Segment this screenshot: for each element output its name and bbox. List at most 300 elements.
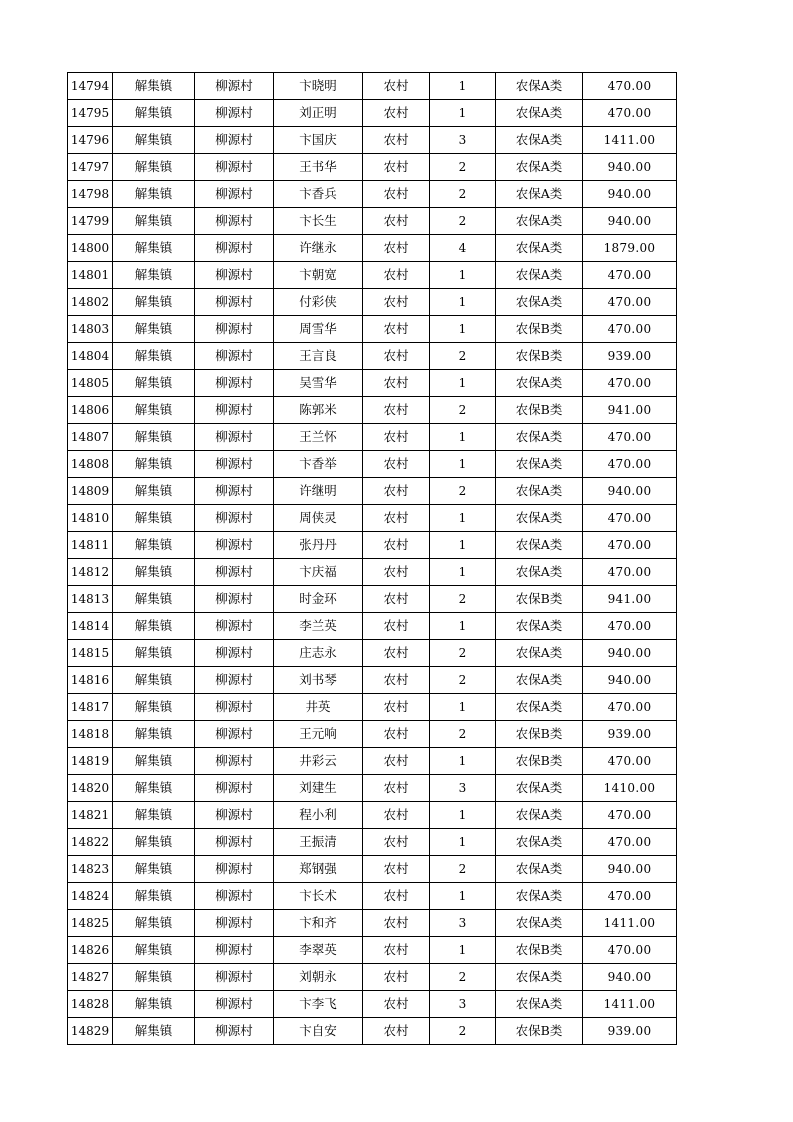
village-cell: 柳源村 — [195, 748, 274, 775]
count-cell: 1 — [430, 883, 496, 910]
row-id-cell: 14824 — [68, 883, 113, 910]
town-cell: 解集镇 — [113, 667, 195, 694]
name-cell: 李兰英 — [274, 613, 363, 640]
table-row — [68, 451, 677, 478]
amount-cell: 940.00 — [583, 667, 677, 694]
town-cell: 解集镇 — [113, 532, 195, 559]
table-row — [68, 802, 677, 829]
insurance-type-cell: 农保A类 — [496, 694, 583, 721]
name-cell: 李翠英 — [274, 937, 363, 964]
name-cell: 卞国庆 — [274, 127, 363, 154]
town-cell: 解集镇 — [113, 289, 195, 316]
area-type-cell: 农村 — [363, 451, 430, 478]
name-cell: 卞朝宽 — [274, 262, 363, 289]
insurance-type-cell: 农保A类 — [496, 883, 583, 910]
town-cell: 解集镇 — [113, 424, 195, 451]
count-cell: 1 — [430, 748, 496, 775]
row-id-cell: 14810 — [68, 505, 113, 532]
insurance-type-cell: 农保A类 — [496, 532, 583, 559]
name-cell: 卞长术 — [274, 883, 363, 910]
area-type-cell: 农村 — [363, 856, 430, 883]
area-type-cell: 农村 — [363, 613, 430, 640]
town-cell: 解集镇 — [113, 343, 195, 370]
table-row — [68, 370, 677, 397]
town-cell: 解集镇 — [113, 856, 195, 883]
area-type-cell: 农村 — [363, 1018, 430, 1045]
row-id-cell: 14796 — [68, 127, 113, 154]
town-cell: 解集镇 — [113, 559, 195, 586]
area-type-cell: 农村 — [363, 667, 430, 694]
town-cell: 解集镇 — [113, 181, 195, 208]
amount-cell: 940.00 — [583, 964, 677, 991]
name-cell: 王元响 — [274, 721, 363, 748]
town-cell: 解集镇 — [113, 802, 195, 829]
insurance-type-cell: 农保A类 — [496, 613, 583, 640]
count-cell: 1 — [430, 424, 496, 451]
row-id-cell: 14795 — [68, 100, 113, 127]
amount-cell: 940.00 — [583, 640, 677, 667]
town-cell: 解集镇 — [113, 100, 195, 127]
row-id-cell: 14808 — [68, 451, 113, 478]
village-cell: 柳源村 — [195, 937, 274, 964]
name-cell: 刘朝永 — [274, 964, 363, 991]
amount-cell: 941.00 — [583, 397, 677, 424]
row-id-cell: 14805 — [68, 370, 113, 397]
amount-cell: 940.00 — [583, 856, 677, 883]
amount-cell: 1411.00 — [583, 991, 677, 1018]
insurance-type-cell: 农保A类 — [496, 289, 583, 316]
area-type-cell: 农村 — [363, 910, 430, 937]
insurance-type-cell: 农保A类 — [496, 640, 583, 667]
amount-cell: 1411.00 — [583, 127, 677, 154]
count-cell: 1 — [430, 370, 496, 397]
area-type-cell: 农村 — [363, 208, 430, 235]
name-cell: 井英 — [274, 694, 363, 721]
name-cell: 王兰怀 — [274, 424, 363, 451]
village-cell: 柳源村 — [195, 802, 274, 829]
village-cell: 柳源村 — [195, 73, 274, 100]
area-type-cell: 农村 — [363, 154, 430, 181]
name-cell: 时金环 — [274, 586, 363, 613]
name-cell: 付彩侠 — [274, 289, 363, 316]
row-id-cell: 14816 — [68, 667, 113, 694]
count-cell: 2 — [430, 208, 496, 235]
area-type-cell: 农村 — [363, 748, 430, 775]
area-type-cell: 农村 — [363, 829, 430, 856]
area-type-cell: 农村 — [363, 694, 430, 721]
row-id-cell: 14817 — [68, 694, 113, 721]
row-id-cell: 14794 — [68, 73, 113, 100]
village-cell: 柳源村 — [195, 694, 274, 721]
insurance-type-cell: 农保B类 — [496, 316, 583, 343]
row-id-cell: 14814 — [68, 613, 113, 640]
row-id-cell: 14822 — [68, 829, 113, 856]
town-cell: 解集镇 — [113, 370, 195, 397]
insurance-type-cell: 农保A类 — [496, 829, 583, 856]
count-cell: 2 — [430, 640, 496, 667]
village-cell: 柳源村 — [195, 100, 274, 127]
table-row — [68, 100, 677, 127]
area-type-cell: 农村 — [363, 424, 430, 451]
insurance-type-cell: 农保A类 — [496, 910, 583, 937]
amount-cell: 470.00 — [583, 505, 677, 532]
area-type-cell: 农村 — [363, 964, 430, 991]
row-id-cell: 14826 — [68, 937, 113, 964]
village-cell: 柳源村 — [195, 424, 274, 451]
name-cell: 卞庆福 — [274, 559, 363, 586]
area-type-cell: 农村 — [363, 235, 430, 262]
count-cell: 1 — [430, 613, 496, 640]
amount-cell: 939.00 — [583, 721, 677, 748]
name-cell: 王振清 — [274, 829, 363, 856]
table-row — [68, 586, 677, 613]
town-cell: 解集镇 — [113, 505, 195, 532]
table-row — [68, 289, 677, 316]
row-id-cell: 14804 — [68, 343, 113, 370]
count-cell: 1 — [430, 802, 496, 829]
insurance-type-cell: 农保A类 — [496, 478, 583, 505]
insurance-type-cell: 农保A类 — [496, 424, 583, 451]
row-id-cell: 14799 — [68, 208, 113, 235]
village-cell: 柳源村 — [195, 343, 274, 370]
town-cell: 解集镇 — [113, 937, 195, 964]
row-id-cell: 14812 — [68, 559, 113, 586]
count-cell: 3 — [430, 127, 496, 154]
count-cell: 2 — [430, 721, 496, 748]
village-cell: 柳源村 — [195, 154, 274, 181]
insurance-type-cell: 农保A类 — [496, 154, 583, 181]
table-row — [68, 262, 677, 289]
village-cell: 柳源村 — [195, 883, 274, 910]
amount-cell: 470.00 — [583, 370, 677, 397]
amount-cell: 940.00 — [583, 208, 677, 235]
town-cell: 解集镇 — [113, 127, 195, 154]
table-row — [68, 667, 677, 694]
village-cell: 柳源村 — [195, 856, 274, 883]
village-cell: 柳源村 — [195, 964, 274, 991]
town-cell: 解集镇 — [113, 397, 195, 424]
table-row — [68, 910, 677, 937]
amount-cell: 940.00 — [583, 154, 677, 181]
town-cell: 解集镇 — [113, 208, 195, 235]
row-id-cell: 14829 — [68, 1018, 113, 1045]
row-id-cell: 14809 — [68, 478, 113, 505]
village-cell: 柳源村 — [195, 505, 274, 532]
village-cell: 柳源村 — [195, 586, 274, 613]
row-id-cell: 14802 — [68, 289, 113, 316]
area-type-cell: 农村 — [363, 586, 430, 613]
table-row — [68, 991, 677, 1018]
name-cell: 刘书琴 — [274, 667, 363, 694]
village-cell: 柳源村 — [195, 775, 274, 802]
insurance-type-cell: 农保B类 — [496, 937, 583, 964]
name-cell: 王言良 — [274, 343, 363, 370]
table-row — [68, 1018, 677, 1045]
village-cell: 柳源村 — [195, 910, 274, 937]
town-cell: 解集镇 — [113, 910, 195, 937]
name-cell: 程小利 — [274, 802, 363, 829]
count-cell: 2 — [430, 397, 496, 424]
town-cell: 解集镇 — [113, 73, 195, 100]
amount-cell: 470.00 — [583, 424, 677, 451]
count-cell: 1 — [430, 505, 496, 532]
village-cell: 柳源村 — [195, 559, 274, 586]
area-type-cell: 农村 — [363, 100, 430, 127]
area-type-cell: 农村 — [363, 397, 430, 424]
village-cell: 柳源村 — [195, 127, 274, 154]
area-type-cell: 农村 — [363, 532, 430, 559]
town-cell: 解集镇 — [113, 451, 195, 478]
amount-cell: 470.00 — [583, 262, 677, 289]
count-cell: 1 — [430, 289, 496, 316]
count-cell: 1 — [430, 100, 496, 127]
village-cell: 柳源村 — [195, 370, 274, 397]
insurance-type-cell: 农保B类 — [496, 748, 583, 775]
name-cell: 卞和齐 — [274, 910, 363, 937]
name-cell: 吴雪华 — [274, 370, 363, 397]
row-id-cell: 14828 — [68, 991, 113, 1018]
insurance-type-cell: 农保B类 — [496, 721, 583, 748]
insurance-type-cell: 农保A类 — [496, 802, 583, 829]
area-type-cell: 农村 — [363, 559, 430, 586]
area-type-cell: 农村 — [363, 775, 430, 802]
count-cell: 2 — [430, 586, 496, 613]
row-id-cell: 14797 — [68, 154, 113, 181]
village-cell: 柳源村 — [195, 613, 274, 640]
table-row — [68, 397, 677, 424]
village-cell: 柳源村 — [195, 721, 274, 748]
table-row — [68, 721, 677, 748]
row-id-cell: 14823 — [68, 856, 113, 883]
town-cell: 解集镇 — [113, 829, 195, 856]
area-type-cell: 农村 — [363, 262, 430, 289]
row-id-cell: 14806 — [68, 397, 113, 424]
count-cell: 2 — [430, 667, 496, 694]
count-cell: 2 — [430, 154, 496, 181]
row-id-cell: 14807 — [68, 424, 113, 451]
area-type-cell: 农村 — [363, 127, 430, 154]
count-cell: 1 — [430, 73, 496, 100]
town-cell: 解集镇 — [113, 586, 195, 613]
count-cell: 1 — [430, 694, 496, 721]
insurance-type-cell: 农保A类 — [496, 964, 583, 991]
table-row — [68, 640, 677, 667]
insurance-type-cell: 农保A类 — [496, 856, 583, 883]
row-id-cell: 14800 — [68, 235, 113, 262]
town-cell: 解集镇 — [113, 1018, 195, 1045]
amount-cell: 470.00 — [583, 802, 677, 829]
table-row — [68, 235, 677, 262]
area-type-cell: 农村 — [363, 181, 430, 208]
table-row — [68, 856, 677, 883]
insurance-type-cell: 农保A类 — [496, 559, 583, 586]
village-cell: 柳源村 — [195, 1018, 274, 1045]
data-table — [67, 72, 677, 1045]
village-cell: 柳源村 — [195, 640, 274, 667]
count-cell: 1 — [430, 532, 496, 559]
insurance-type-cell: 农保A类 — [496, 208, 583, 235]
amount-cell: 939.00 — [583, 343, 677, 370]
name-cell: 周侠灵 — [274, 505, 363, 532]
amount-cell: 470.00 — [583, 829, 677, 856]
area-type-cell: 农村 — [363, 640, 430, 667]
amount-cell: 941.00 — [583, 586, 677, 613]
count-cell: 2 — [430, 343, 496, 370]
area-type-cell: 农村 — [363, 883, 430, 910]
table-row — [68, 964, 677, 991]
count-cell: 3 — [430, 910, 496, 937]
village-cell: 柳源村 — [195, 316, 274, 343]
table-row — [68, 181, 677, 208]
insurance-type-cell: 农保A类 — [496, 262, 583, 289]
amount-cell: 470.00 — [583, 100, 677, 127]
row-id-cell: 14818 — [68, 721, 113, 748]
insurance-type-cell: 农保A类 — [496, 505, 583, 532]
table-row — [68, 532, 677, 559]
insurance-type-cell: 农保A类 — [496, 667, 583, 694]
insurance-type-cell: 农保A类 — [496, 127, 583, 154]
town-cell: 解集镇 — [113, 721, 195, 748]
town-cell: 解集镇 — [113, 316, 195, 343]
table-row — [68, 208, 677, 235]
town-cell: 解集镇 — [113, 883, 195, 910]
name-cell: 刘正明 — [274, 100, 363, 127]
area-type-cell: 农村 — [363, 370, 430, 397]
amount-cell: 1410.00 — [583, 775, 677, 802]
area-type-cell: 农村 — [363, 505, 430, 532]
insurance-type-cell: 农保A类 — [496, 73, 583, 100]
table-row — [68, 505, 677, 532]
row-id-cell: 14820 — [68, 775, 113, 802]
village-cell: 柳源村 — [195, 289, 274, 316]
village-cell: 柳源村 — [195, 829, 274, 856]
name-cell: 卞长生 — [274, 208, 363, 235]
name-cell: 井彩云 — [274, 748, 363, 775]
name-cell: 卞晓明 — [274, 73, 363, 100]
table-row — [68, 748, 677, 775]
table-row — [68, 343, 677, 370]
village-cell: 柳源村 — [195, 991, 274, 1018]
row-id-cell: 14803 — [68, 316, 113, 343]
name-cell: 陈郭米 — [274, 397, 363, 424]
name-cell: 刘建生 — [274, 775, 363, 802]
village-cell: 柳源村 — [195, 208, 274, 235]
amount-cell: 470.00 — [583, 451, 677, 478]
town-cell: 解集镇 — [113, 991, 195, 1018]
area-type-cell: 农村 — [363, 478, 430, 505]
table-body — [68, 73, 677, 1045]
row-id-cell: 14821 — [68, 802, 113, 829]
name-cell: 许继永 — [274, 235, 363, 262]
insurance-type-cell: 农保B类 — [496, 1018, 583, 1045]
town-cell: 解集镇 — [113, 613, 195, 640]
insurance-type-cell: 农保A类 — [496, 991, 583, 1018]
amount-cell: 470.00 — [583, 748, 677, 775]
count-cell: 2 — [430, 1018, 496, 1045]
table-row — [68, 154, 677, 181]
amount-cell: 470.00 — [583, 316, 677, 343]
insurance-type-cell: 农保A类 — [496, 370, 583, 397]
area-type-cell: 农村 — [363, 343, 430, 370]
area-type-cell: 农村 — [363, 721, 430, 748]
amount-cell: 940.00 — [583, 478, 677, 505]
amount-cell: 470.00 — [583, 559, 677, 586]
name-cell: 庄志永 — [274, 640, 363, 667]
name-cell: 卞李飞 — [274, 991, 363, 1018]
table-row — [68, 478, 677, 505]
table-row — [68, 883, 677, 910]
village-cell: 柳源村 — [195, 397, 274, 424]
count-cell: 2 — [430, 478, 496, 505]
town-cell: 解集镇 — [113, 235, 195, 262]
insurance-type-cell: 农保A类 — [496, 235, 583, 262]
area-type-cell: 农村 — [363, 991, 430, 1018]
count-cell: 1 — [430, 937, 496, 964]
amount-cell: 470.00 — [583, 532, 677, 559]
town-cell: 解集镇 — [113, 262, 195, 289]
count-cell: 1 — [430, 829, 496, 856]
name-cell: 张丹丹 — [274, 532, 363, 559]
insurance-type-cell: 农保A类 — [496, 181, 583, 208]
table-row — [68, 127, 677, 154]
amount-cell: 470.00 — [583, 73, 677, 100]
count-cell: 1 — [430, 559, 496, 586]
town-cell: 解集镇 — [113, 775, 195, 802]
insurance-type-cell: 农保B类 — [496, 397, 583, 424]
table-row — [68, 559, 677, 586]
amount-cell: 1411.00 — [583, 910, 677, 937]
town-cell: 解集镇 — [113, 694, 195, 721]
village-cell: 柳源村 — [195, 667, 274, 694]
table-row — [68, 829, 677, 856]
table-row — [68, 937, 677, 964]
amount-cell: 470.00 — [583, 694, 677, 721]
area-type-cell: 农村 — [363, 73, 430, 100]
village-cell: 柳源村 — [195, 451, 274, 478]
count-cell: 2 — [430, 964, 496, 991]
insurance-type-cell: 农保B类 — [496, 586, 583, 613]
insurance-type-cell: 农保A类 — [496, 775, 583, 802]
count-cell: 2 — [430, 181, 496, 208]
town-cell: 解集镇 — [113, 640, 195, 667]
count-cell: 4 — [430, 235, 496, 262]
count-cell: 1 — [430, 262, 496, 289]
count-cell: 3 — [430, 775, 496, 802]
count-cell: 3 — [430, 991, 496, 1018]
town-cell: 解集镇 — [113, 748, 195, 775]
amount-cell: 1879.00 — [583, 235, 677, 262]
area-type-cell: 农村 — [363, 937, 430, 964]
name-cell: 卞自安 — [274, 1018, 363, 1045]
town-cell: 解集镇 — [113, 964, 195, 991]
area-type-cell: 农村 — [363, 316, 430, 343]
town-cell: 解集镇 — [113, 478, 195, 505]
area-type-cell: 农村 — [363, 289, 430, 316]
table-row — [68, 73, 677, 100]
row-id-cell: 14811 — [68, 532, 113, 559]
count-cell: 1 — [430, 451, 496, 478]
table-row — [68, 694, 677, 721]
row-id-cell: 14827 — [68, 964, 113, 991]
amount-cell: 940.00 — [583, 181, 677, 208]
amount-cell: 470.00 — [583, 613, 677, 640]
table-row — [68, 775, 677, 802]
table-row — [68, 424, 677, 451]
table-row — [68, 613, 677, 640]
name-cell: 郑钢强 — [274, 856, 363, 883]
insurance-type-cell: 农保A类 — [496, 451, 583, 478]
village-cell: 柳源村 — [195, 532, 274, 559]
